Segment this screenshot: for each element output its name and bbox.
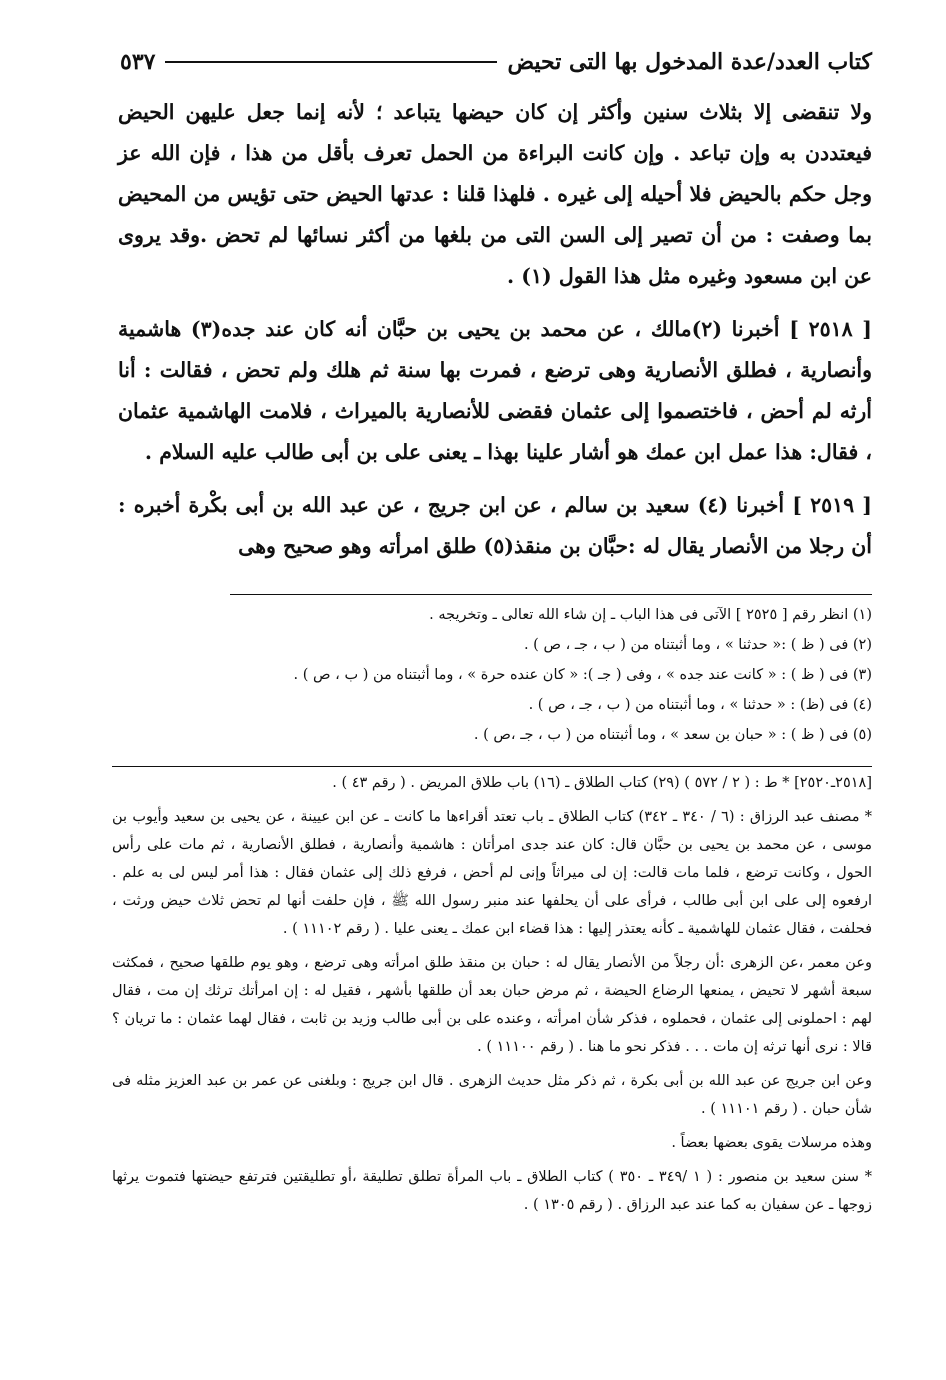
footnote-separator (230, 594, 872, 595)
chapter-title: كتاب العدد/عدة المدخول بها التى تحيض (507, 49, 872, 75)
takhrij-paragraph: * سنن سعيد بن منصور : ( ١ /٣٤٩ ـ ٣٥٠ ) كتاب الطلاق ـ باب المرأة تطلق تطليقة ،أو تطليقتين فترتفع حيضتها فتموت يرثها زوجها ـ عن سفيان به كما عند عبد الرزاق . ( رقم ١٣٠٥ ) . (112, 1169, 872, 1213)
page-number: ٥٣٧ (120, 49, 156, 75)
hadith-text: أخبرنا (٢)مالك ، عن محمد بن يحيى بن حبَّان أنه كان عند جده(٣) هاشمية وأنصارية ، فطلق الأنصارية وهى ترضع ، فمرت بها سنة ثم هلك ولم تحض ، فقالت : أنا أرثه لم أحض ، فاختصموا إلى عثمان فقضى للأنصارية بالميراث ، فلامت الهاشمية عثمان ، فقال: هذا عمل ابن عمك هو أشار علينا بهذا ـ يعنى على بن أبى طالب عليه السلام . (118, 317, 872, 464)
takhrij-paragraph: وهذه مرسلات يقوى بعضها بعضاً . (671, 1135, 872, 1151)
footnote: (٢) فى ( ظ ) :« حدثنا » ، وما أثبتناه من ( ب ، جـ ، ص ) . (523, 637, 872, 653)
paragraph-1: ولا تنقضى إلا بثلاث سنين وأكثر إن كان حيضها يتباعد ؛ لأنه إنما جعل عليهن الحيض فيعتددن به وإن تباعد . وإن كانت البراءة من الحمل تعرف بأقل من هذا ، فإن الله عز وجل حكم بالحيض فلا أحيله إلى غيره . فلهذا قلنا : عدتها الحيض حتى تؤيس من المحيض بما وصفت : من أن تصير إلى السن التى من بلغها من أكثر نسائها لم تحض .وقد يروى عن ابن مسعود وغيره مثل هذا القول (١) . (118, 100, 872, 288)
takhrij-section (112, 766, 872, 1225)
hadith-number: [ ٢٥١٨ ] (789, 317, 872, 341)
footnote: (٥) فى ( ظ ) : « حبان بن سعد » ، وما أثبتناه من ( ب ، جـ ،ص ) . (473, 727, 872, 743)
footnotes (118, 600, 872, 750)
takhrij-separator (112, 766, 872, 767)
footnote: (٤) فى (ظ) : « حدثنا » ، وما أثبتناه من ( ب ، جـ ، ص ) . (528, 697, 872, 713)
main-text (118, 92, 872, 579)
takhrij-paragraph: وعن ابن جريج عن عبد الله بن أبى بكرة ، ثم ذكر مثل حديث الزهرى . قال ابن جريج : وبلغنى عن عمر بن عبد العزيز مثله فى شأن حبان . ( رقم ١١١٠١ ) . (112, 1073, 872, 1117)
takhrij-paragraph: وعن معمر ،عن الزهرى :أن رجلاً من الأنصار يقال له : حبان بن منقذ طلق امرأته وهى ترضع ، وهو يوم طلقها صحيح ، فمكثت سبعة أشهر لا تحيض ، يمنعها الرضاع الحيضة ، ثم مرض حبان بعد أن طلقها بأشهر ، فقيل له : إن امرأتك ترثك إن مت ، فقال لهم : احملونى إلى عثمان ، فحملوه ، فذكر شأن امرأته ، وعنده على بن أبى طالب وزيد بن ثابت ، فقال لهما عثمان : ما تريان ؟ قالا : نرى أنها ترثه إن مات . . . فذكر نحو ما هنا . ( رقم ١١١٠٠ ) . (112, 955, 872, 1055)
header-rule (165, 61, 497, 63)
hadith-text: أخبرنا (٤) سعيد بن سالم ، عن ابن جريج ، عن عبد الله بن أبى بكْرة أخبره : أن رجلا من الأنصار يقال له :حبَّان بن منقذ(٥) طلق امرأته وهو صحيح وهى (118, 493, 872, 558)
takhrij-line: [٢٥١٨ـ٢٥٢٠] * ط : ( ٢ / ٥٧٢ ) (٢٩) كتاب الطلاق ـ (١٦) باب طلاق المريض . ( رقم ٤٣ ) . (332, 775, 872, 791)
footnote: (١) انظر رقم [ ٢٥٢٥ ] الآتى فى هذا الباب ـ إن شاء الله تعالى ـ وتخريجه . (429, 607, 872, 623)
footnote: (٣) فى ( ظ ) : « كانت عند جده » ، وفى ( جـ ): « كان عنده حرة » ، وما أثبتناه من ( ب ، ص ) . (293, 667, 872, 683)
hadith-number: [ ٢٥١٩ ] (792, 493, 872, 517)
hadith-2519 (118, 485, 872, 567)
running-header (120, 44, 872, 80)
hadith-2518 (118, 309, 872, 473)
takhrij-paragraph: * مصنف عبد الرزاق : (٦ / ٣٤٠ ـ ٣٤٢) كتاب الطلاق ـ باب تعتد أقراءها ما كانت ـ عن ابن عيينة ، عن يحيى بن سعيد وأيوب بن موسى ، عن محمد بن يحيى بن حبَّان قال: كان عند جدى امرأتان : هاشمية وأنصارية ، فطلق الأنصارية ، ثم مات على رأس الحول ، وكانت ترضع ، فلما مات قالت: إن لى ميراثاً وإنى لم أحض ، فرفع ذلك إلى عثمان فقال : هذا أمر ليس لى به علم . ارفعوه إلى على ابن أبى طالب ، فرأى على أن يحلفها عند منبر رسول الله ﷺ ، فإن حلفت أنها لم تحض ثلاث حيض ورثت ، فحلفت ، فقال عثمان للهاشمية ـ كأنه يعتذر إليها : هذا قضاء ابن عمك ـ يعنى عليا . ( رقم ١١١٠٢ ) . (112, 809, 872, 937)
